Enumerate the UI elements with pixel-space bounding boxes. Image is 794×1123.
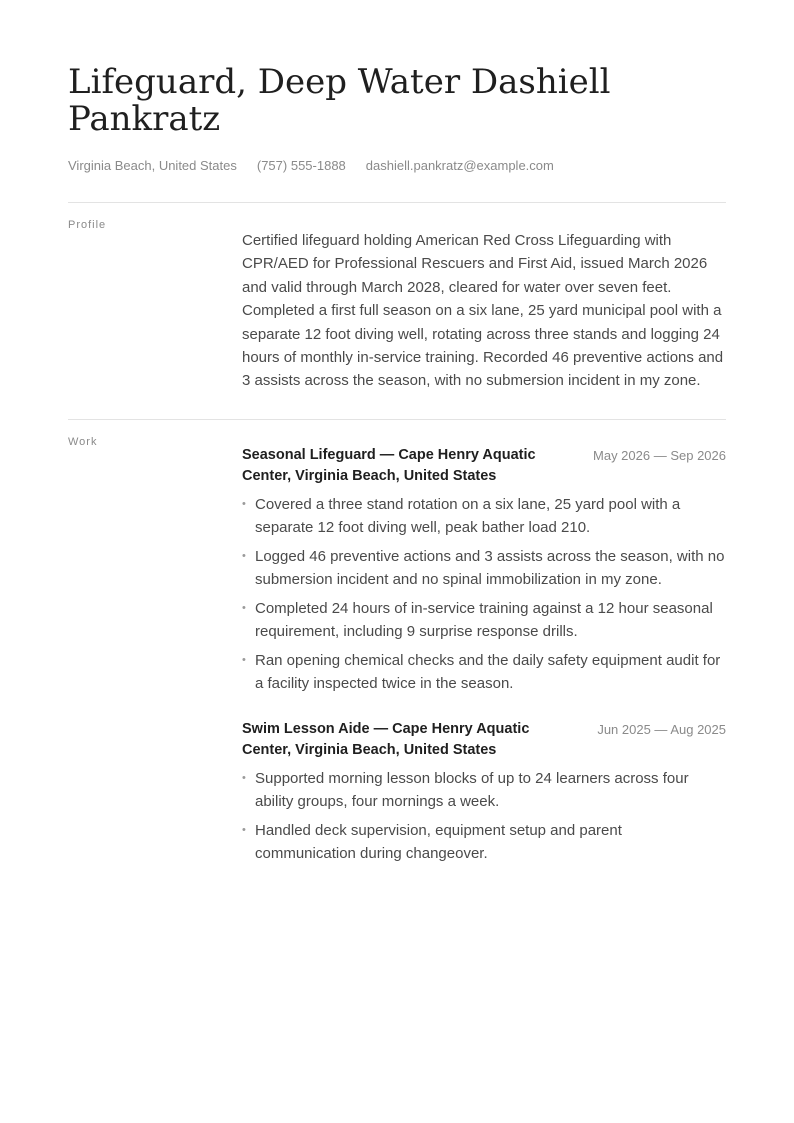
bullet-icon: • <box>242 497 246 510</box>
section-label-profile: Profile <box>68 219 107 231</box>
bullet-text: Supported morning lesson blocks of up to 24 learners across four ability groups, four mornings a week. <box>255 769 689 810</box>
job-header <box>242 719 726 761</box>
job-header <box>242 445 726 487</box>
bullet-icon: • <box>242 771 246 784</box>
profile-body <box>242 218 726 393</box>
work-section <box>68 420 726 871</box>
bullet-icon: • <box>242 601 246 614</box>
job-dates: Jun 2025 — Aug 2025 <box>597 721 726 737</box>
bullet-text: Completed 24 hours of in-service training against a 12 hour seasonal requirement, including 9 surprise response drills. <box>255 599 713 640</box>
job-bullets <box>242 767 726 865</box>
job-entry <box>242 719 726 865</box>
work-body <box>242 435 726 871</box>
job-bullets <box>242 493 726 695</box>
bullet-text: Logged 46 preventive actions and 3 assists across the season, with no submersion incident and no spinal immobilization in my zone. <box>255 547 725 588</box>
job-dates: May 2026 — Sep 2026 <box>593 447 726 463</box>
bullet-item <box>242 819 726 865</box>
bullet-icon: • <box>242 549 246 562</box>
bullet-text: Handled deck supervision, equipment setup and parent communication during changeover. <box>255 821 622 862</box>
bullet-item <box>242 767 726 813</box>
candidate-name: Lifeguard, Deep Water Dashiell Pankratz <box>68 62 611 139</box>
email-text: dashiell.pankratz@example.com <box>365 158 554 173</box>
bullet-icon: • <box>242 653 246 666</box>
job-title: Seasonal Lifeguard — Cape Henry Aquatic Center, Virginia Beach, United States <box>242 446 536 484</box>
location-text: Virginia Beach, United States <box>68 158 237 173</box>
job-title: Swim Lesson Aide — Cape Henry Aquatic Center, Virginia Beach, United States <box>242 720 530 758</box>
bullet-icon: • <box>242 823 246 836</box>
bullet-item <box>242 649 726 695</box>
profile-summary: Certified lifeguard holding American Red Cross Lifeguarding with CPR/AED for Professional Rescuers and First Aid, issued March 2026 and valid through March 2028, cleared for water over seven feet. Completed a first full season on a six lane, 25 yard municipal pool with a separate 12 foot diving well, rotating across three stands and logging 24 hours of monthly in-service training. Recorded 46 preventive actions and 3 assists across the season, with no submersion incident in my zone. <box>242 232 724 390</box>
section-label-work: Work <box>68 435 98 448</box>
contact-line <box>68 157 726 175</box>
bullet-item <box>242 597 726 643</box>
bullet-text: Covered a three stand rotation on a six lane, 25 yard pool with a separate 12 foot diving well, peak bather load 210. <box>255 495 681 536</box>
bullet-item <box>242 545 726 591</box>
bullet-item <box>242 493 726 539</box>
job-entry <box>242 445 726 695</box>
profile-section <box>68 203 726 393</box>
resume-page <box>68 0 726 871</box>
phone-text: (757) 555-1888 <box>256 158 346 173</box>
bullet-text: Ran opening chemical checks and the daily safety equipment audit for a facility inspected twice in the season. <box>255 651 721 692</box>
